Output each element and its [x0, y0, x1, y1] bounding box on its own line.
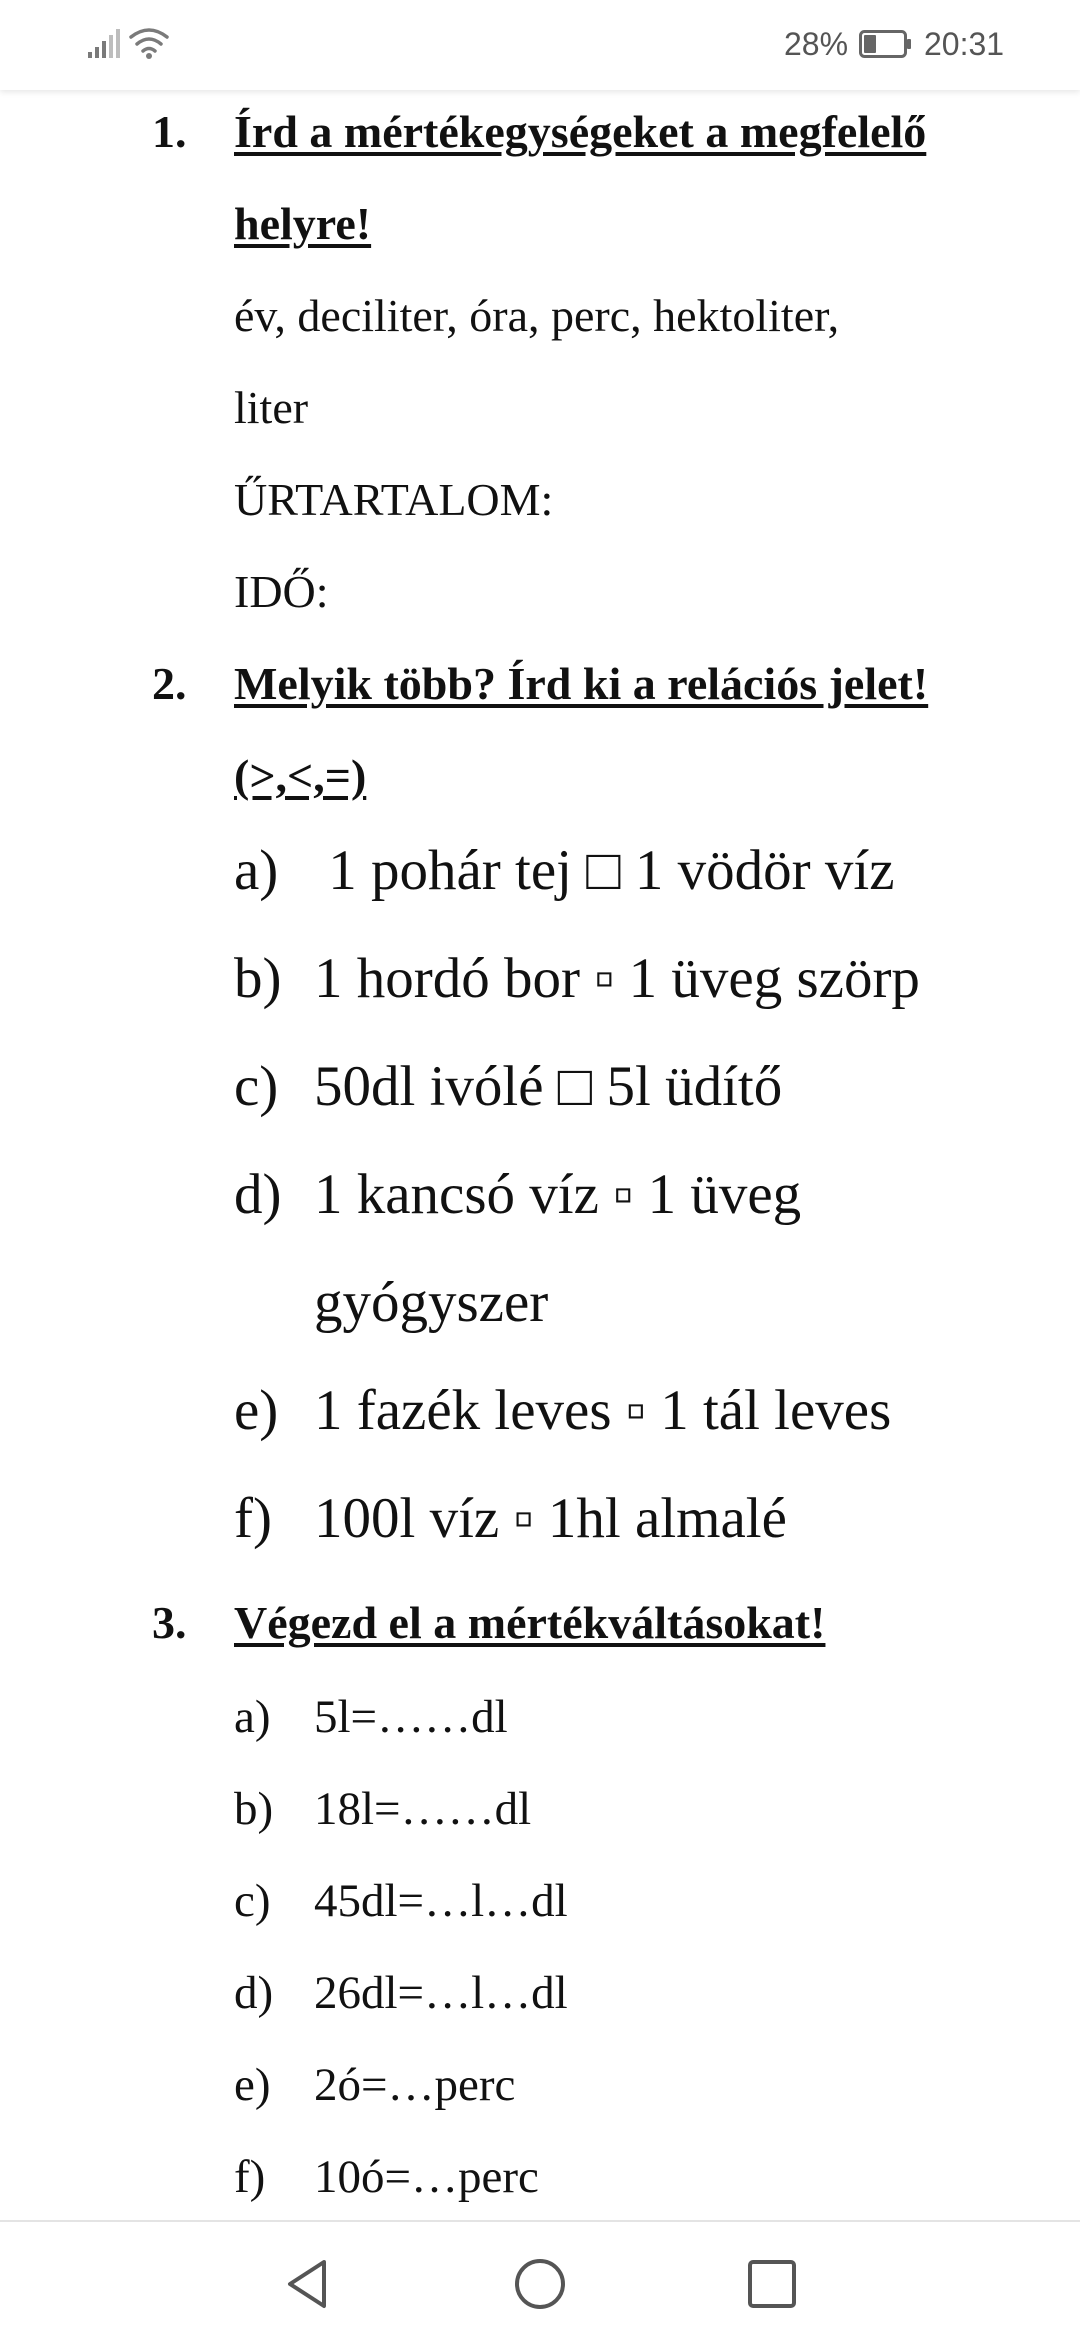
- section-1-title-line1: Írd a mértékegységeket a megfelelő: [234, 106, 927, 157]
- status-bar: [0, 0, 1080, 90]
- word-list-line1: év, deciliter, óra, perc, hektoliter,: [234, 290, 840, 341]
- item-label: f): [234, 1487, 272, 1550]
- item-text: 1 kancsó víz ▫ 1 üveg: [314, 1163, 802, 1226]
- conversion-item: [234, 1690, 508, 1744]
- comparison-item-continuation: gyógyszer: [314, 1271, 549, 1334]
- item-text: 1 pohár tej □ 1 vödör víz: [314, 839, 895, 902]
- item-label: b): [234, 947, 282, 1010]
- item-label: e): [234, 1379, 279, 1442]
- signal-icon: [88, 28, 122, 58]
- item-text: 45dl=…l…dl: [314, 1875, 568, 1927]
- home-icon[interactable]: [512, 2256, 568, 2312]
- section-3-heading: [152, 1596, 825, 1649]
- item-label: e): [234, 2059, 271, 2111]
- word-list-line2: liter: [234, 382, 309, 433]
- comparison-item: [234, 1054, 782, 1119]
- section-2-heading: [152, 657, 928, 710]
- section-1-heading: [152, 105, 926, 158]
- item-label: a): [234, 1691, 271, 1743]
- conversion-item: [234, 2058, 515, 2112]
- section-2-title-line1: Melyik több? Írd ki a relációs jelet!: [234, 658, 929, 709]
- item-text: 18l=……dl: [314, 1783, 532, 1835]
- back-icon[interactable]: [280, 2256, 336, 2312]
- conversion-item: [234, 1966, 568, 2020]
- section-3-number: 3.: [152, 1597, 187, 1648]
- volume-label: ŰRTARTALOM:: [234, 474, 554, 525]
- clock: 20:31: [924, 26, 1005, 62]
- item-text: 5l=……dl: [314, 1691, 508, 1743]
- navigation-bar: [0, 2220, 1080, 2342]
- wifi-icon: [128, 26, 170, 60]
- item-text: 50dl ivólé □ 5l üdítő: [314, 1055, 783, 1118]
- battery-percent: 28%: [784, 26, 849, 62]
- recents-icon[interactable]: [744, 2256, 800, 2312]
- item-text: 2ó=…perc: [314, 2059, 516, 2111]
- comparison-item: [234, 1378, 891, 1443]
- comparison-item: [234, 946, 920, 1011]
- comparison-item: [234, 1162, 801, 1227]
- conversion-item: [234, 1874, 568, 1928]
- conversion-item: [234, 2150, 539, 2204]
- item-label: c): [234, 1055, 279, 1118]
- comparison-item: [234, 1486, 787, 1551]
- section-2-title-line2: (>,<,=): [234, 750, 367, 801]
- item-label: b): [234, 1783, 274, 1835]
- comparison-item: [234, 838, 895, 903]
- item-label: a): [234, 839, 279, 902]
- time-label: IDŐ:: [234, 566, 329, 617]
- item-label: f): [234, 2151, 266, 2203]
- item-text: 1 fazék leves ▫ 1 tál leves: [314, 1379, 892, 1442]
- battery-icon: [859, 30, 913, 58]
- item-text: 100l víz ▫ 1hl almalé: [314, 1487, 787, 1550]
- item-label: d): [234, 1967, 274, 2019]
- section-1-number: 1.: [152, 106, 187, 157]
- item-label: d): [234, 1163, 282, 1226]
- section-1-title-line2: helyre!: [234, 198, 372, 249]
- conversion-item: [234, 1782, 531, 1836]
- item-label: c): [234, 1875, 271, 1927]
- section-3-title: Végezd el a mértékváltásokat!: [234, 1597, 826, 1648]
- item-text: 10ó=…perc: [314, 2151, 539, 2203]
- document-page: [0, 90, 1080, 2220]
- item-text: 1 hordó bor ▫ 1 üveg szörp: [314, 947, 920, 1010]
- section-2-number: 2.: [152, 658, 187, 709]
- item-text: 26dl=…l…dl: [314, 1967, 568, 2019]
